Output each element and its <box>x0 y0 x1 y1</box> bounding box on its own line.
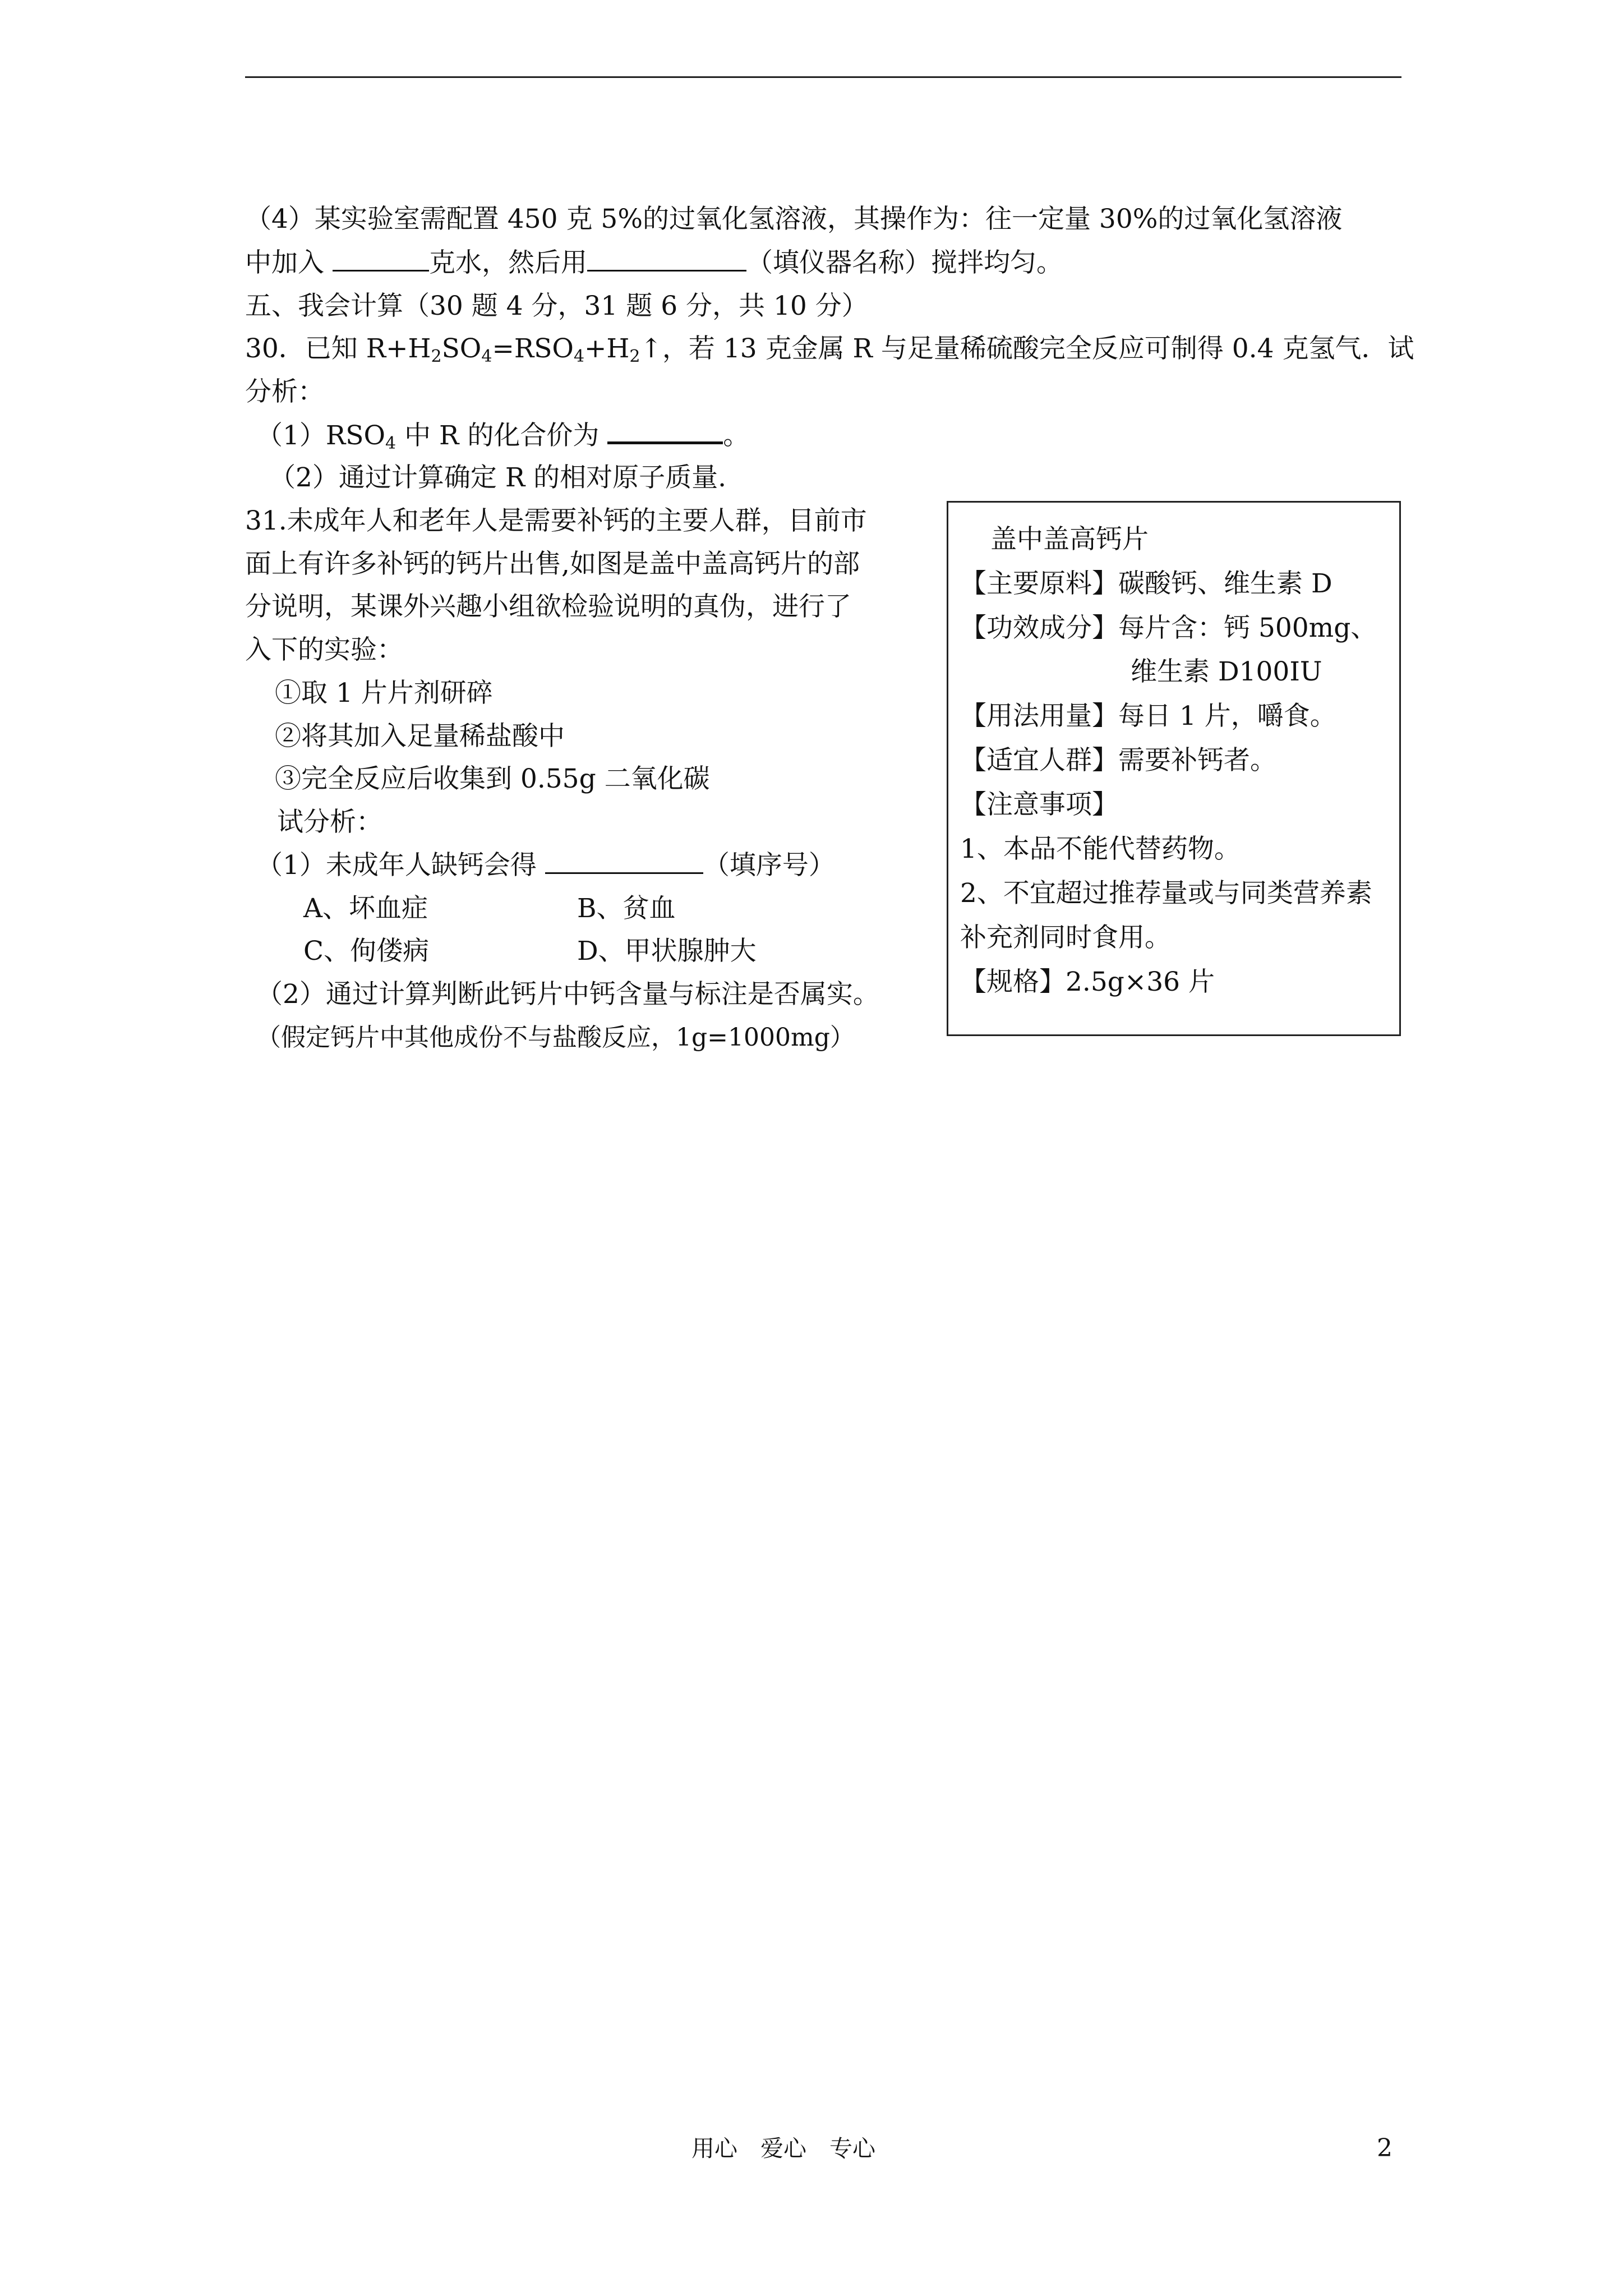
valence-blank[interactable] <box>607 413 723 444</box>
header-rule <box>245 76 1401 78</box>
q30-stem-c: =RSO <box>492 333 574 364</box>
page-number: 2 <box>1377 2134 1393 2162</box>
option-c: C、佝偻病 <box>303 936 429 967</box>
label-active-ingredients-cont: 维生素 D100IU <box>1131 656 1322 687</box>
q31-stem-line-3: 分说明，某课外兴趣小组欲检验说明的真伪，进行了 <box>245 591 851 622</box>
section-5-heading: 五、我会计算（30 题 4 分，31 题 6 分，共 10 分） <box>245 291 868 321</box>
q31-analyze: 试分析： <box>277 807 382 838</box>
label-note-2: 2、不宜超过推荐量或与同类营养素 <box>960 878 1372 909</box>
option-b: B、贫血 <box>577 893 676 924</box>
label-notes-heading: 【注意事项】 <box>960 789 1118 820</box>
instrument-name-blank[interactable] <box>587 242 746 272</box>
label-spec: 【规格】2.5g×36 片 <box>960 967 1215 997</box>
q30-sub-4a: 4 <box>481 347 492 366</box>
q29-line-2 <box>245 242 1063 284</box>
water-amount-blank[interactable] <box>333 242 429 272</box>
label-ingredients: 【主要原料】碳酸钙、维生素 D <box>960 568 1332 599</box>
q30-sub-2b: 2 <box>629 347 640 366</box>
q30-p1-a: （1）RSO <box>256 420 386 451</box>
q30-sub-2a: 2 <box>431 347 442 366</box>
option-a: A、坏血症 <box>303 893 428 924</box>
q30-p1-b: 中 R 的化合价为 <box>396 420 608 451</box>
footer-motto: 用心 爱心 专心 <box>691 2135 875 2162</box>
label-audience: 【适宜人群】需要补钙者。 <box>960 745 1276 776</box>
q30-part-1 <box>256 413 749 457</box>
option-d: D、甲状腺肿大 <box>577 936 757 967</box>
q31-stem-line-2: 面上有许多补钙的钙片出售,如图是盖中盖高钙片的部 <box>245 549 860 579</box>
q30-part-2: （2）通过计算确定 R 的相对原子质量. <box>269 462 727 493</box>
label-title: 盖中盖高钙片 <box>990 524 1149 555</box>
q30-stem-line-2: 分析： <box>245 376 324 407</box>
label-note-2-cont: 补充剂同时食用。 <box>960 922 1171 953</box>
label-note-1: 1、本品不能代替药物。 <box>960 834 1241 864</box>
q29-text-b: 克水，然后用 <box>428 247 587 278</box>
q30-stem-e: ↑，若 13 克金属 R 与足量稀硫酸完全反应可制得 0.4 克氢气．试 <box>640 333 1414 364</box>
q31-part-1 <box>256 844 835 887</box>
q31-p1-b: （填序号） <box>703 850 835 881</box>
q31-stem-line-1: 31.未成年人和老年人是需要补钙的主要人群，目前市 <box>245 505 867 536</box>
q30-stem <box>245 328 1414 370</box>
q30-stem-d: +H <box>584 333 630 364</box>
disease-choice-blank[interactable] <box>545 844 703 874</box>
q29-line-1: （4）某实验室需配置 450 克 5%的过氧化氢溶液，其操作为：往一定量 30%的过氧化氢溶液 <box>245 204 1343 234</box>
label-active-ingredients: 【功效成分】每片含：钙 500mg、 <box>960 613 1377 643</box>
q30-stem-b: SO <box>441 333 482 364</box>
q31-step-2: ②将其加入足量稀盐酸中 <box>275 721 565 752</box>
q31-part-2: （2）通过计算判断此钙片中钙含量与标注是否属实。 <box>256 979 879 1010</box>
q30-stem-a: 30．已知 R+H <box>245 333 431 364</box>
product-label-box <box>947 501 1401 1036</box>
q31-step-1: ①取 1 片片剂研碎 <box>275 678 493 708</box>
q30-p1-c: 。 <box>723 420 750 451</box>
q31-step-3: ③完全反应后收集到 0.55g 二氧化碳 <box>275 763 710 794</box>
label-usage: 【用法用量】每日 1 片，嚼食。 <box>960 701 1336 731</box>
q31-part-2-note: （假定钙片中其他成份不与盐酸反应，1g=1000mg） <box>256 1023 855 1052</box>
q31-p1-a: （1）未成年人缺钙会得 <box>256 850 545 881</box>
q31-stem-line-4: 入下的实验： <box>245 634 403 665</box>
q30-sub-4b: 4 <box>573 347 585 366</box>
q30-p1-sub: 4 <box>385 434 396 453</box>
q29-text-a: 中加入 <box>245 247 333 278</box>
q29-text-c: （填仪器名称）搅拌均匀。 <box>746 247 1063 278</box>
